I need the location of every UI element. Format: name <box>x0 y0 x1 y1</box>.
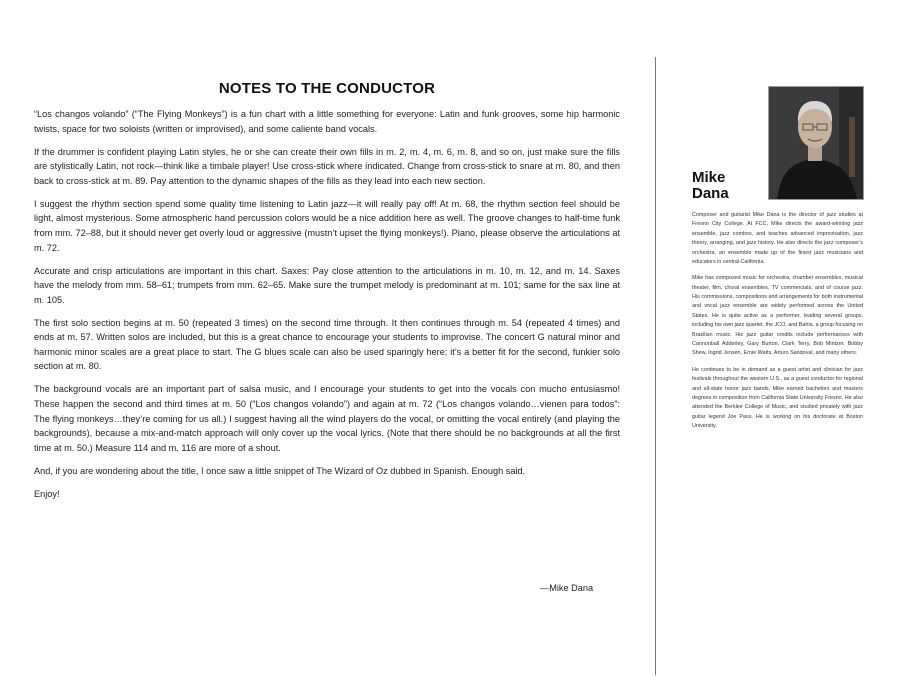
notes-paragraph: And, if you are wondering about the title, I once saw a little snippet of The Wizard of Oz dubbed in Spanish. Enough said. <box>34 465 526 476</box>
notes-paragraph: Accurate and crisp articulations are important in this chart. Saxes: Pay close attention to the articulations in m. 10, m. 12, and m. 14. Saxes have the melody from mm. 58–61; trumpets from mm. 62–65. Make sure the trumpet melody is predominant at m. 101; same for the sax line at m. 105. <box>34 265 620 305</box>
author-portrait-image <box>769 87 863 199</box>
notes-paragraph: The background vocals are an important part of salsa music, and I encourage your students to get into the vocals con mucho entusiasmo! These happen the second and third times at m. 50 (“Los changos volando”) and again at m. 72 (“Los changos volando…vienen para todos”: The flying monkeys…they’re coming for us all.) I suggest having all the wind players do the vocal, or omitting the vocal entirely (and playing the backgrounds), because a mix-and-match approach will only cover up the vocal lyrics. (Note that there should be no backgrounds at all the first time at m. 50.) Measure 114 and m. 116 are more of a shout. <box>34 384 620 453</box>
author-bio <box>692 211 863 438</box>
page-title: NOTES TO THE CONDUCTOR <box>218 80 436 97</box>
bio-paragraph: Composer and guitarist Mike Dana is the director of jazz studies at Fresno City College. At FCC, Mike directs the award-winning jazz ensemble, jazz combos, and teaches advanced improvisation, jazz theory, arranging, and jazz history. He also directs the jazz composer’s orchestra, an ensemble made up of the finest jazz musicians and educators in central California. <box>692 212 863 266</box>
conductor-notes <box>34 80 620 510</box>
notes-paragraph: The first solo section begins at m. 50 (repeated 3 times) on the second time through. It then continues through m. 54 (repeated 4 times) and ends at m. 57. Written solos are included, but this is a great chance to encourage your students to improvise. The concert G natural minor and harmonic minor scales are a great place to start. The G blues scale can also be used sparingly here; it’s a better fit for the second, funkier solo section at m. 80. <box>34 317 620 372</box>
notes-paragraph: If the drummer is confident playing Latin styles, he or she can create their own fills in m. 2, m. 4, m. 6, m. 8, and so on, just make sure the fills are stylistically Latin, not rock—think like a timbale player! Use cross-stick where indicated. Change from cross-stick to snare at m. 80, and then back to cross-stick at m. 89. Pay attention to the dynamic shapes of the fills as they lead into each new section. <box>34 146 620 186</box>
column-divider <box>655 57 656 675</box>
author-name <box>692 170 729 202</box>
signature: —Mike Dana <box>540 583 594 593</box>
notes-paragraph: “Los changos volando” (“The Flying Monkeys”) is a fun chart with a little something for everyone: Latin and funk grooves, some hip harmonic twists, space for two soloists (written or improvised), and some caliente band vocals. <box>34 109 620 134</box>
notes-paragraph: I suggest the rhythm section spend some quality time listening to Latin jazz—it will really pay off! At m. 68, the rhythm section feel should be light, almost mysterious. Some atmospheric hand percussion colors would be a nice addition here as well. The groove changes to half-time funk from mm. 72–88, but it should never get overly loud or aggressive (mustn’t upset the flying monkeys!). Piano, please observe the articulations at m. 72. <box>34 198 620 253</box>
bio-paragraph: Mike has composed music for orchestra, chamber ensembles, musical theater, film, choral ensembles, TV commercials, and of course jazz. His commissions, compositions and arrangements for both instrumental and vocal jazz ensemble are widely performed across the United States. He is quite active as a performer, leading several groups, including his own jazz quartet, the JCO, and Bahia, a group focusing on Brazilian music. His jazz guitar credits include performances with Cannonball Adderley, Gary Burton, Clark Terry, Bob Mintzer, Bobby Shew, Ingrid Jensen, Ernie Watts, Arturo Sandoval, and many others. <box>692 275 863 357</box>
author-photo <box>768 86 864 200</box>
author-last-name: Dana <box>692 185 729 202</box>
author-first-name: Mike <box>692 169 726 186</box>
bio-paragraph: He continues to be in demand as a guest artist and clinician for jazz festivals throughout the western U.S., as a guest conductor for regional and all-state honor jazz bands. Mike earned bachelors and masters degrees in composition from California State University Fresno. He also attended the Berklee College of Music, and studied privately with jazz guitar legend Joe Pass. He is working on his doctorate at Boston University. <box>692 366 863 430</box>
notes-paragraph: Enjoy! <box>34 488 60 499</box>
